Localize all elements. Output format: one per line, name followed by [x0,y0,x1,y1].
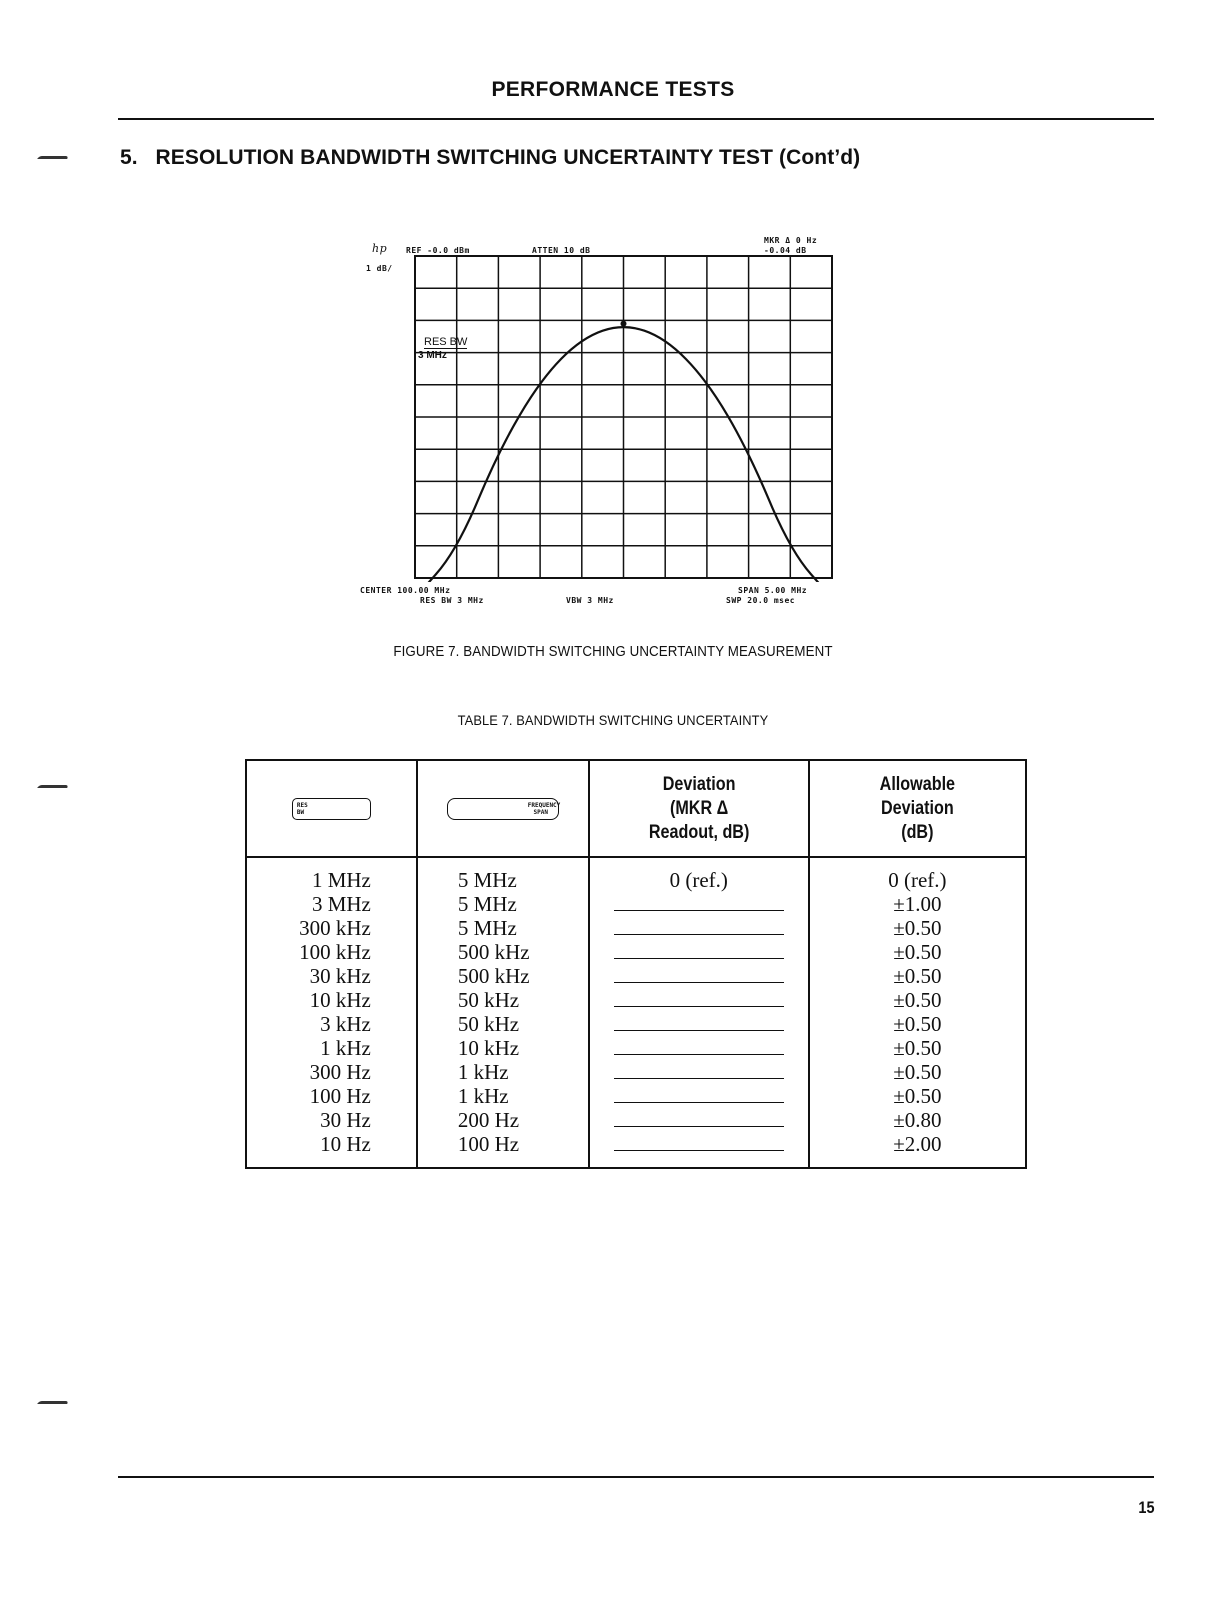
deviation-entry-line[interactable] [614,1086,784,1103]
table-row [246,916,1026,940]
cell-allowable-deviation: ±0.50 [809,940,1026,964]
deviation-entry-line[interactable] [614,918,784,935]
cell-res-bw: 10 Hz [246,1132,417,1168]
deviation-entry-line[interactable] [614,1014,784,1031]
section-title: 5. RESOLUTION BANDWIDTH SWITCHING UNCERTAINTY TEST (Cont’d) [120,146,861,169]
deviation-entry-line[interactable] [614,942,784,959]
table-caption: TABLE 7. BANDWIDTH SWITCHING UNCERTAINTY [457,712,769,728]
hp-logo: hp [372,242,388,255]
cell-frequency-span: 10 kHz [417,1036,589,1060]
page-number: 15 [1138,1498,1155,1517]
header-frequency-span-key [417,760,589,857]
center-freq-readout: CENTER 100.00 MHz [360,586,451,595]
table-row [246,940,1026,964]
cell-deviation-blank[interactable] [589,1036,809,1060]
cell-deviation-blank[interactable] [589,964,809,988]
frequency-span-key-icon: FREQUENCY SPAN [447,798,559,820]
cell-frequency-span: 5 MHz [417,916,589,940]
header-rule [118,118,1154,120]
table-row [246,1132,1026,1168]
cell-res-bw: 100 Hz [246,1084,417,1108]
margin-mark [38,782,68,792]
margin-mark [38,153,68,163]
cell-res-bw: 30 kHz [246,964,417,988]
cell-deviation-blank[interactable] [589,1132,809,1168]
cell-deviation-blank[interactable] [589,988,809,1012]
cell-frequency-span: 1 kHz [417,1084,589,1108]
cell-frequency-span: 5 MHz [417,892,589,916]
marker-point [621,321,627,327]
graticule [415,256,832,578]
cell-frequency-span: 500 kHz [417,964,589,988]
table-header-row [246,760,1026,857]
cell-allowable-deviation: ±0.50 [809,964,1026,988]
cell-allowable-deviation: ±0.80 [809,1108,1026,1132]
table-row [246,857,1026,892]
cell-allowable-deviation: ±0.50 [809,1060,1026,1084]
analyzer-screen-figure [360,232,860,622]
table-row [246,1036,1026,1060]
ref-level-readout: REF -0.0 dBm [406,246,470,255]
table-row [246,1012,1026,1036]
cell-deviation-blank[interactable] [589,1084,809,1108]
scale-readout: 1 dB/ [366,264,393,273]
spectrum-display [360,232,860,622]
table-row [246,964,1026,988]
cell-res-bw: 10 kHz [246,988,417,1012]
cell-allowable-deviation: ±2.00 [809,1132,1026,1168]
cell-allowable-deviation: ±0.50 [809,988,1026,1012]
header-allowable-deviation: Allowable Deviation (dB) [809,760,1026,857]
span-readout: SPAN 5.00 MHz [738,586,808,595]
cell-deviation-blank[interactable] [589,1012,809,1036]
cell-allowable-deviation: ±1.00 [809,892,1026,916]
running-head: PERFORMANCE TESTS [491,78,735,101]
marker-delta-label: MKR Δ 0 Hz [764,236,818,245]
res-bw-key-icon: RES BW [292,798,371,820]
cell-frequency-span: 1 kHz [417,1060,589,1084]
res-bw-annotation-line1: RES BW [424,336,468,348]
cell-deviation-blank[interactable] [589,940,809,964]
table-row [246,1108,1026,1132]
cell-frequency-span: 50 kHz [417,1012,589,1036]
cell-frequency-span: 100 Hz [417,1132,589,1168]
res-bw-readout: RES BW 3 MHz [420,596,484,605]
cell-frequency-span: 500 kHz [417,940,589,964]
cell-deviation-blank[interactable] [589,892,809,916]
cell-res-bw: 1 kHz [246,1036,417,1060]
deviation-entry-line[interactable] [614,1110,784,1127]
cell-res-bw: 3 kHz [246,1012,417,1036]
cell-res-bw: 100 kHz [246,940,417,964]
cell-deviation: 0 (ref.) [589,857,809,892]
deviation-entry-line[interactable] [614,1038,784,1055]
vbw-readout: VBW 3 MHz [566,596,614,605]
marker-delta-value: -0.04 dB [764,246,807,255]
cell-frequency-span: 50 kHz [417,988,589,1012]
deviation-entry-line[interactable] [614,966,784,983]
table-row [246,1060,1026,1084]
sweep-readout: SWP 20.0 msec [726,596,796,605]
cell-deviation-blank[interactable] [589,1060,809,1084]
cell-res-bw: 300 Hz [246,1060,417,1084]
cell-allowable-deviation: ±0.50 [809,1084,1026,1108]
cell-frequency-span: 5 MHz [417,857,589,892]
cell-deviation-blank[interactable] [589,1108,809,1132]
deviation-entry-line[interactable] [614,1134,784,1151]
header-res-bw-key [246,760,417,857]
cell-res-bw: 3 MHz [246,892,417,916]
figure-caption: FIGURE 7. BANDWIDTH SWITCHING UNCERTAINTY MEASUREMENT [393,644,833,660]
cell-allowable-deviation: ±0.50 [809,1036,1026,1060]
res-bw-annotation [418,334,474,366]
cell-frequency-span: 200 Hz [417,1108,589,1132]
table-row [246,988,1026,1012]
cell-res-bw: 30 Hz [246,1108,417,1132]
deviation-entry-line[interactable] [614,1062,784,1079]
cell-deviation-blank[interactable] [589,916,809,940]
cell-allowable-deviation: ±0.50 [809,1012,1026,1036]
cell-res-bw: 300 kHz [246,916,417,940]
footer-rule [118,1476,1154,1478]
table-row [246,1084,1026,1108]
bandwidth-switching-table [245,759,1027,1169]
atten-readout: ATTEN 10 dB [532,246,591,255]
deviation-entry-line[interactable] [614,990,784,1007]
cell-allowable-deviation: 0 (ref.) [809,857,1026,892]
table-row [246,892,1026,916]
res-bw-annotation-line2: 3 MHz [418,350,447,361]
cell-allowable-deviation: ±0.50 [809,916,1026,940]
cell-res-bw: 1 MHz [246,857,417,892]
deviation-entry-line[interactable] [614,894,784,911]
margin-mark [38,1398,68,1408]
header-deviation: Deviation (MKR Δ Readout, dB) [589,760,809,857]
